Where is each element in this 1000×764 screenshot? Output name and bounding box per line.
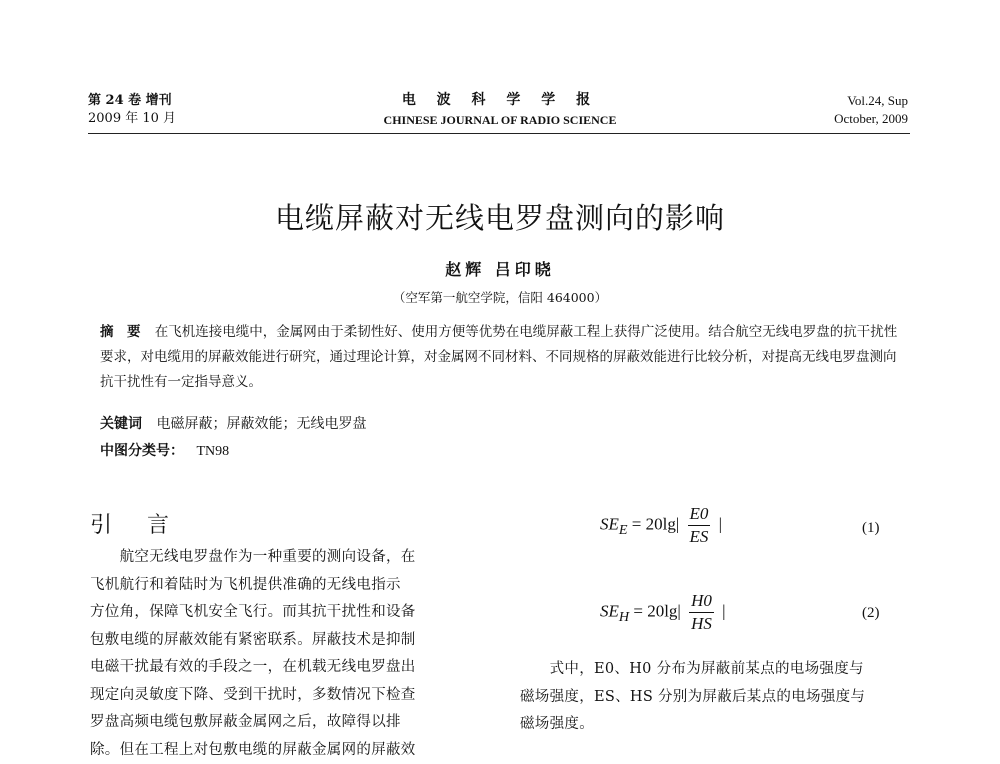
abstract	[100, 320, 900, 395]
intro-paragraph	[90, 544, 490, 764]
issue-date: 2009 年 10 月	[88, 110, 176, 128]
abstract-text: 在飞机连接电缆中，金属网由于柔韧性好、使用方便等优势在电缆屏蔽工程上获得广泛使用。结合航空无线电罗盘的抗干扰性要求，对电缆用的屏蔽效能进行研究，通过理论计算，对金属网不同材料、不同规格的屏蔽效能进行比较分析，对提高无线电罗盘测向抗干扰性有一定指导意义。	[100, 324, 897, 390]
eq2-op: = 20lg|	[629, 601, 681, 620]
section-heading: 引 言	[90, 508, 183, 539]
text-line: 包敷电缆的屏蔽效能有紧密联系。屏蔽技术是抑制	[90, 627, 490, 655]
equation-1	[600, 503, 722, 548]
text-line: 除。但在工程上对包敷电缆的屏蔽金属网的屏蔽效	[90, 737, 490, 764]
eq1-bar: |	[719, 514, 722, 533]
eq1-lhs: SE	[600, 514, 619, 533]
equation-explanation	[520, 656, 920, 739]
keywords-text: 电磁屏蔽；屏蔽效能；无线电罗盘	[156, 416, 366, 432]
journal-name	[300, 89, 700, 128]
journal-name-cn: 电 波 科 学 学 报	[300, 89, 700, 109]
text-line: 航空无线电罗盘作为一种重要的测向设备，在	[90, 544, 490, 572]
volume-issue: 第 24 卷 增刊	[88, 92, 176, 110]
text-line: 电磁干扰最有效的手段之一，在机载无线电罗盘出	[90, 654, 490, 682]
equation-2	[600, 590, 726, 635]
eq2-denominator: HS	[691, 614, 712, 633]
text-line: 方位角，保障飞机安全飞行。而其抗干扰性和设备	[90, 599, 490, 627]
volume-en: Vol.24, Sup	[700, 92, 908, 110]
affiliation: （空军第一航空学院，信阳 464000）	[0, 288, 1000, 306]
eq1-fraction	[688, 503, 711, 548]
equation-number-1: (1)	[862, 520, 880, 537]
eq1-sub: E	[619, 522, 628, 538]
volume-info	[88, 92, 176, 128]
clc-label: 中图分类号：	[100, 443, 184, 459]
clc-code: TN98	[196, 444, 229, 459]
abstract-label: 摘 要	[100, 324, 141, 340]
eq1-numerator: E0	[690, 504, 709, 523]
text-line: 罗盘高频电缆包敷屏蔽金属网之后，故障得以排	[90, 709, 490, 737]
volume-info-en	[700, 92, 908, 128]
eq2-bar: |	[722, 601, 725, 620]
eq1-denominator: ES	[690, 527, 709, 546]
eq2-sub: H	[619, 609, 629, 625]
header-rule	[88, 133, 910, 134]
classification	[100, 440, 229, 460]
date-en: October, 2009	[700, 110, 908, 128]
equation-number-2: (2)	[862, 605, 880, 622]
eq2-lhs: SE	[600, 601, 619, 620]
eq2-numerator: H0	[691, 591, 712, 610]
authors: 赵辉 吕印晓	[0, 257, 1000, 280]
page-title: 电缆屏蔽对无线电罗盘测向的影响	[0, 196, 1000, 237]
eq1-op: = 20lg|	[628, 514, 680, 533]
eq2-fraction	[689, 590, 714, 635]
keywords-label: 关键词	[100, 416, 142, 432]
text-line: 磁场强度。	[520, 711, 920, 739]
text-line: 现定向灵敏度下降、受到干扰时，多数情况下检查	[90, 682, 490, 710]
text-line: 飞机航行和着陆时为飞机提供准确的无线电指示	[90, 572, 490, 600]
text-line: 磁场强度，ES、HS 分别为屏蔽后某点的电场强度与	[520, 684, 920, 712]
text-line: 式中，E0、H0 分布为屏蔽前某点的电场强度与	[520, 656, 920, 684]
keywords	[100, 413, 366, 433]
journal-name-en: CHINESE JOURNAL OF RADIO SCIENCE	[300, 113, 700, 128]
